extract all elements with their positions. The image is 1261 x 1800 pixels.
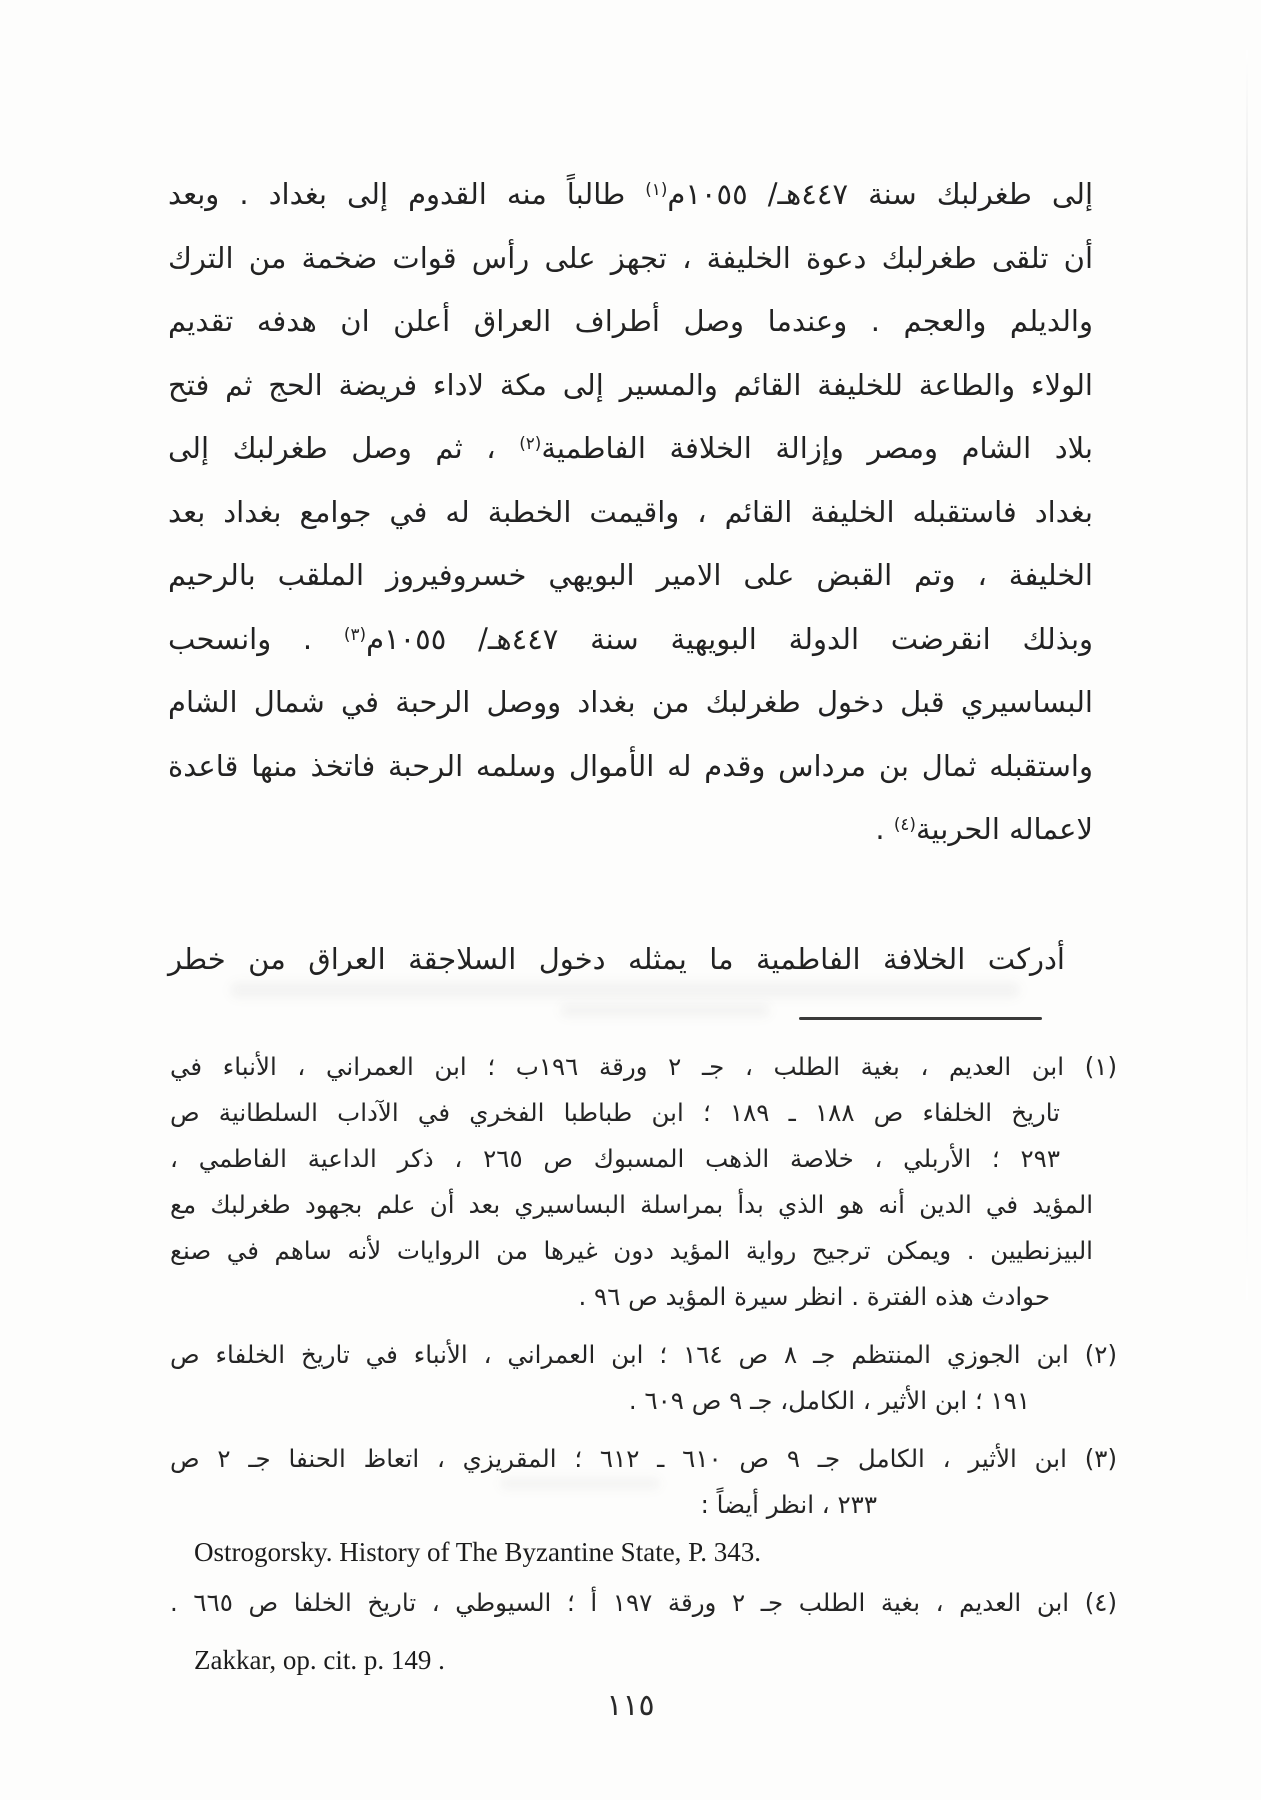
body-line: الخليفة ، وتم القبض على الامير البويهي خسروفيروز الملقب بالرحيم — [168, 558, 1093, 592]
body-line: بغداد فاستقبله الخليفة القائم ، واقيمت الخطبة له في جوامع بغداد بعد — [168, 494, 1093, 529]
footnote-line: ٢٩٣ ؛ الأربلي ، خلاصة الذهب المسبوك ص ٢٦٥ ، ذكر الداعية الفاطمي ، — [170, 1144, 1060, 1173]
ink-showthrough-smudge — [560, 1004, 770, 1017]
footnote-4 — [170, 1580, 1117, 1626]
footnote-3 — [170, 1436, 1117, 1528]
footnote-line: (٤) ابن العديم ، بغية الطلب جـ ٢ ورقة ١٩٧ أ ؛ السيوطي ، تاريخ الخلفا ص ٦٦٥ . — [170, 1588, 1118, 1617]
body-line: والديلم والعجم . وعندما وصل أطراف العراق أعلن ان هدفه تقديم — [168, 304, 1093, 338]
footnote-line: ٢٣٣ ، انظر أيضاً : — [700, 1490, 877, 1519]
footnote-1 — [170, 1044, 1117, 1320]
body-line: بلاد الشام ومصر وإزالة الخلافة الفاطمية$^{(٢)}$ ، ثم وصل طغرلبك إلى — [168, 431, 1093, 465]
body-line: الولاء والطاعة للخليفة القائم والمسير إلى مكة لاداء فريضة الحج ثم فتح — [168, 367, 1093, 402]
footnote-marker: (٣) — [343, 623, 367, 644]
footnote-line: (٣) ابن الأثير ، الكامل جـ ٩ ص ٦١٠ ـ ٦١٢ ؛ المقريزي ، اتعاظ الحنفا جـ ٢ ص — [170, 1444, 1117, 1473]
body-line: أدركت الخلافة الفاطمية ما يمثله دخول السلاجقة العراق من خطر — [168, 942, 1065, 976]
scan-edge-artifact — [1246, 50, 1248, 1300]
body-line: أن تلقى طغرلبك دعوة الخليفة ، تجهز على رأس قوات ضخمة من الترك — [168, 240, 1093, 275]
footnote-line: (٢) ابن الجوزي المنتظم جـ ٨ ص ١٦٤ ؛ ابن العمراني ، الأنباء في تاريخ الخلفاء ص — [170, 1340, 1117, 1369]
footnote-2 — [170, 1332, 1117, 1424]
footnote-marker: (١) — [645, 179, 668, 199]
body-line: واستقبله ثمال بن مرداس وقدم له الأموال وسلمه الرحبة فاتخذ منها قاعدة — [168, 748, 1093, 783]
body-line: إلى طغرلبك سنة ٤٤٧هـ/ ١٠٥٥م$^{(١)}$ طالباً منه القدوم إلى بغداد . وبعد — [168, 177, 1093, 211]
footnote-marker: (٤) — [893, 814, 916, 834]
body-paragraph-1 — [168, 163, 1093, 862]
footnote-marker: (٢) — [519, 433, 542, 453]
page-number: ١١٥ — [606, 1688, 655, 1723]
footnote-line: البيزنطيين . ويمكن ترجيح رواية المؤيد دون غيرها من الروايات لأنه ساهم في صنع — [170, 1236, 1093, 1265]
footnotes-block — [170, 1044, 1117, 1678]
footnote-line: ١٩١ ؛ ابن الأثير ، الكامل، جـ ٩ ص ٦٠٩ . — [628, 1386, 1030, 1415]
body-paragraph-2 — [168, 928, 1093, 992]
latin-reference-1: Ostrogorsky. History of The Byzantine State, P. 343. — [194, 1537, 761, 1567]
body-line: البساسيري قبل دخول طغرلبك من بغداد ووصل الرحبة في شمال الشام — [168, 685, 1093, 719]
footnote-line: حوادث هذه الفترة . انظر سيرة المؤيد ص ٩٦ . — [578, 1282, 1050, 1311]
latin-reference-2: Zakkar, op. cit. p. 149 . — [194, 1645, 445, 1675]
footnote-line: (١) ابن العديم ، بغية الطلب ، جـ ٢ ورقة ١٩٦ب ؛ ابن العمراني ، الأنباء في — [170, 1052, 1117, 1081]
footnote-line: تاريخ الخلفاء ص ١٨٨ ـ ١٨٩ ؛ ابن طباطبا الفخري في الآداب السلطانية ص — [170, 1098, 1061, 1127]
body-line: لاعماله الحربية$^{(٤)}$ . — [875, 812, 1093, 846]
footnote-line: المؤيد في الدين أنه هو الذي بدأ بمراسلة البساسيري بعد أن علم بجهود طغرلبك مع — [170, 1190, 1093, 1219]
body-line: وبذلك انقرضت الدولة البويهية سنة ٤٤٧هـ/ ١٠٥٥م$^{(٣)}$ . وانسحب — [168, 621, 1094, 656]
footnote-separator — [799, 1017, 1042, 1020]
